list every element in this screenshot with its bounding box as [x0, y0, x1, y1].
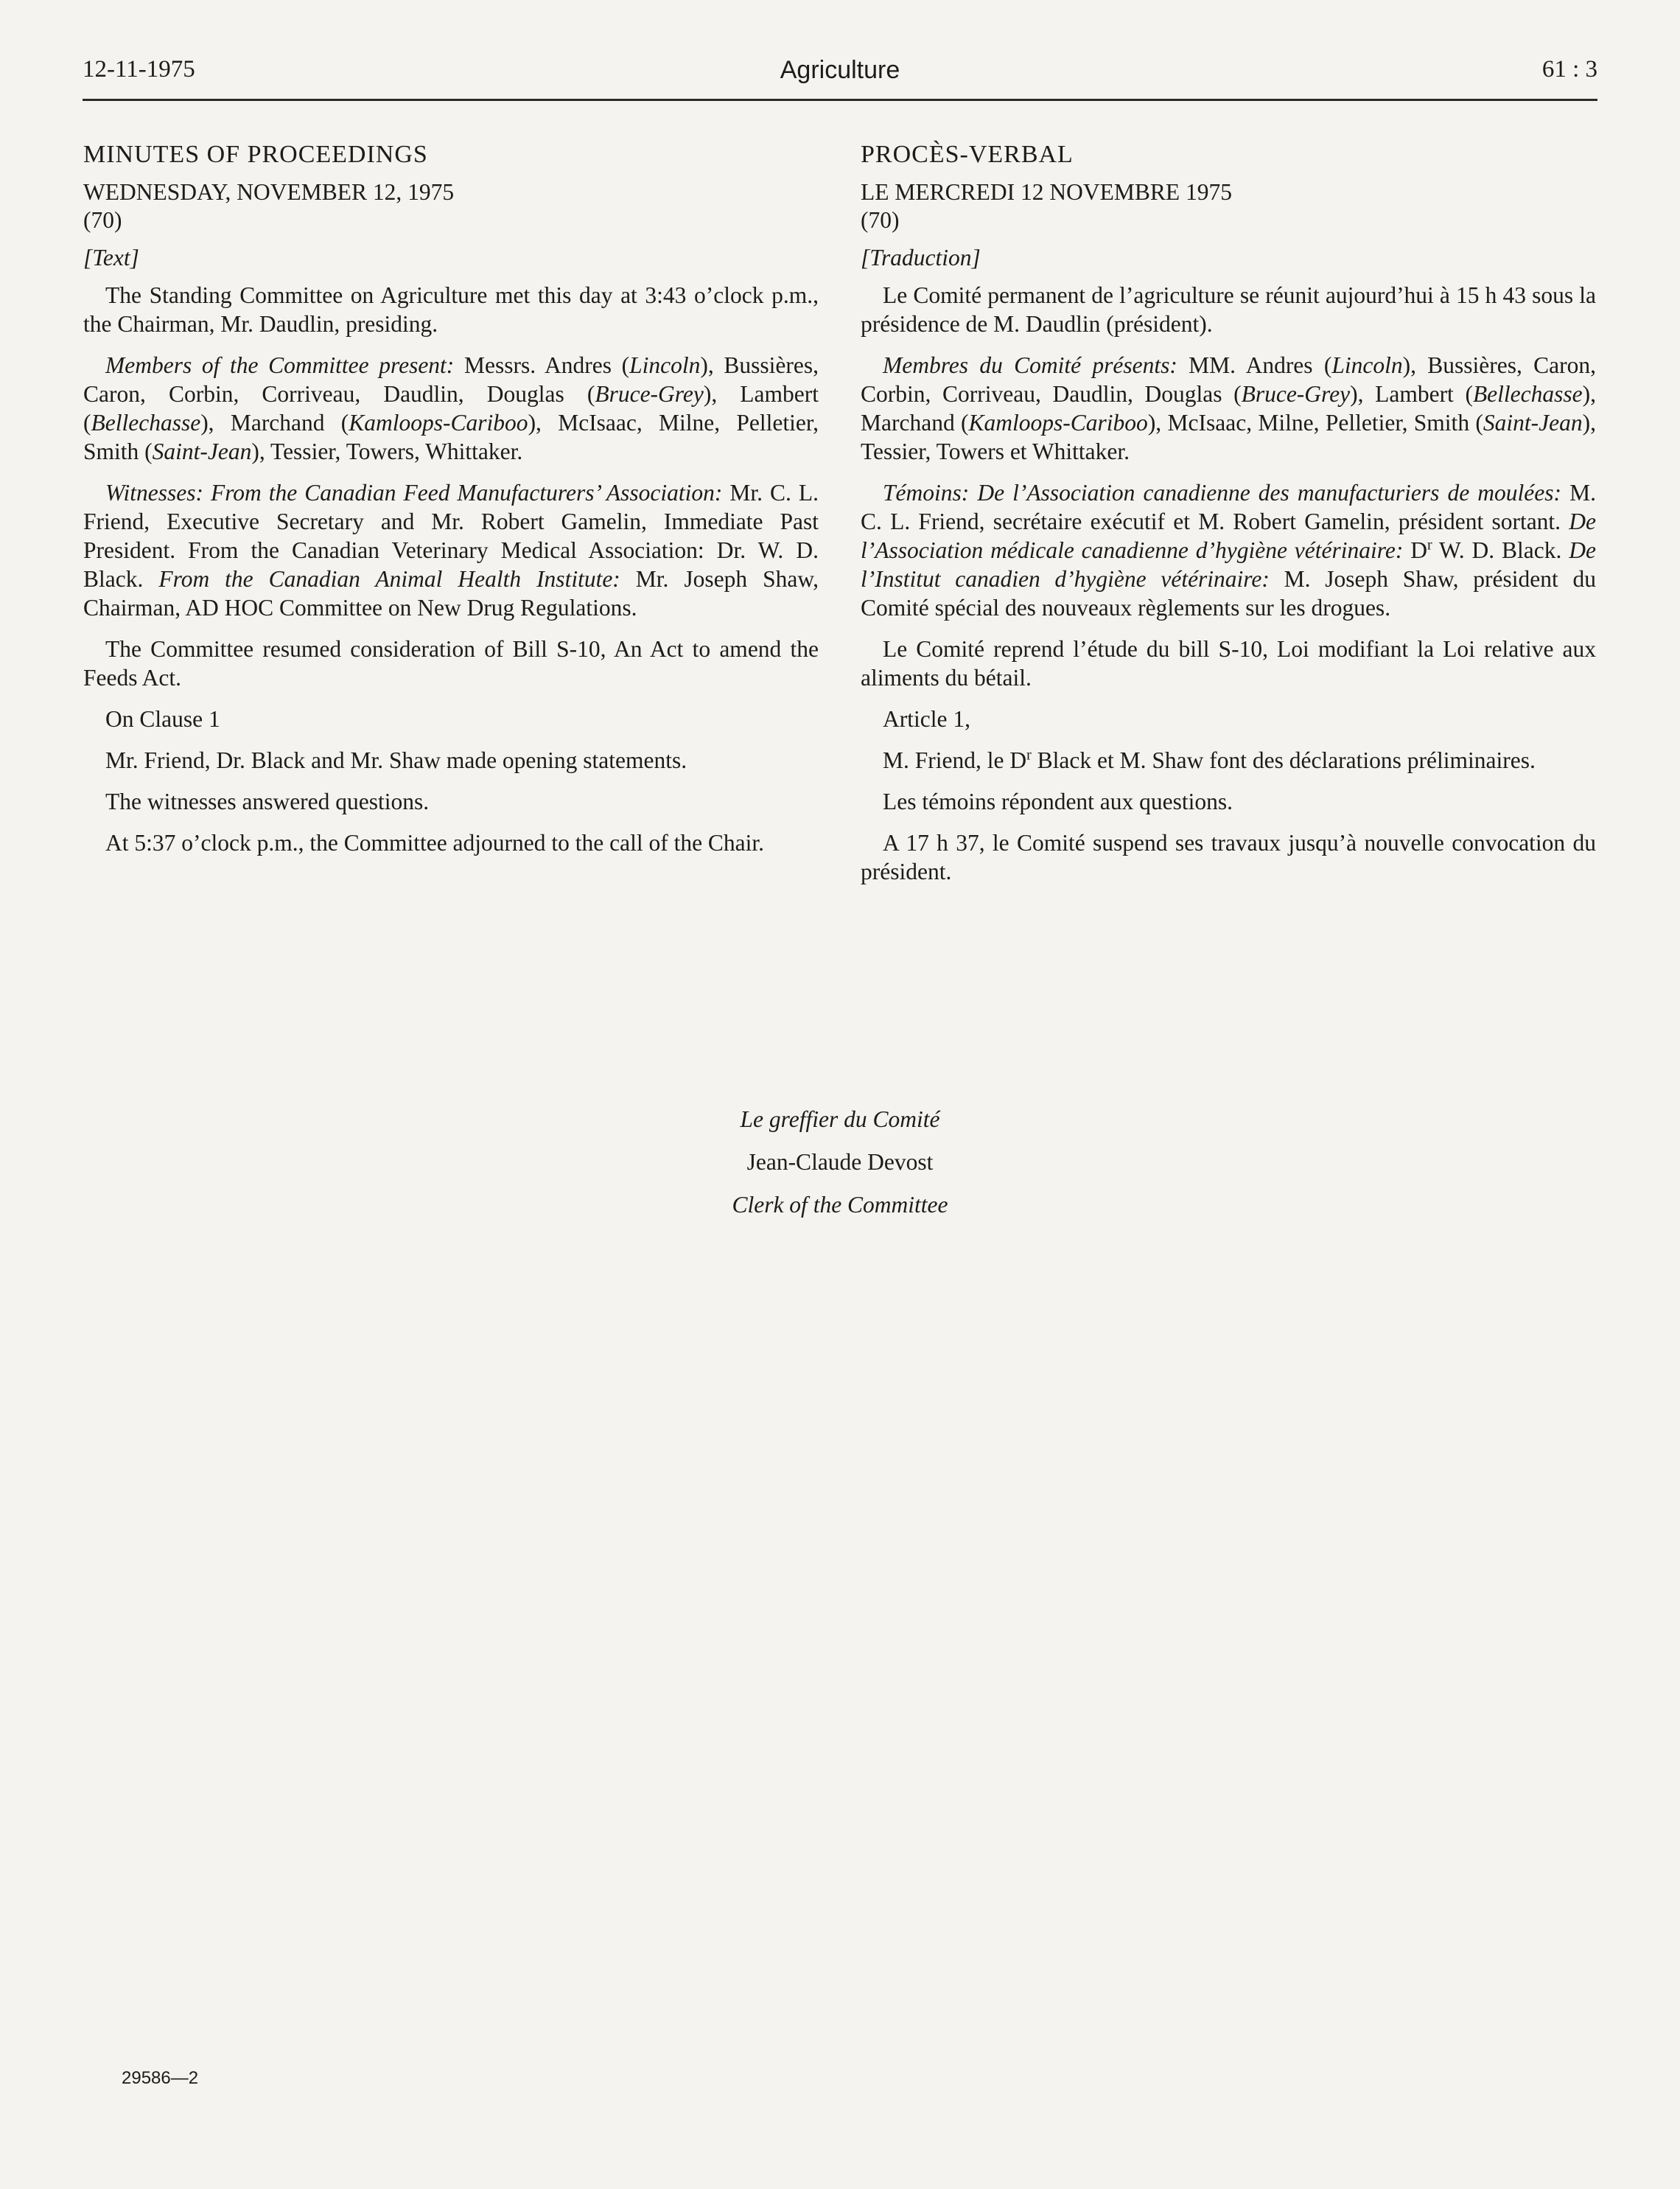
english-resumed-paragraph: The Committee resumed consideration of Bill S-10, An Act to amend the Feeds Act.	[83, 636, 819, 691]
french-column	[861, 140, 1596, 898]
members-text: ), Bussières, Caron, Corbin, Corriveau, Daudlin, Douglas (	[861, 352, 1596, 407]
statements-text: Black et M. Shaw font des déclarations préliminaires.	[1031, 747, 1536, 773]
witness-text: W. D. Black.	[1432, 537, 1569, 563]
superscript: r	[1427, 537, 1432, 554]
riding-name: Bruce-Grey	[595, 381, 704, 407]
french-language-tag: [Traduction]	[861, 245, 981, 270]
page-header	[83, 52, 1597, 101]
members-text: ), McIsaac, Milne, Pelletier, Smith (	[1147, 410, 1483, 436]
members-text: ), Lambert (	[83, 381, 819, 436]
members-label: Membres du Comité présents:	[883, 352, 1177, 378]
french-date: LE MERCREDI 12 NOVEMBRE 1975	[861, 179, 1232, 205]
witness-text: Mr. Joseph Shaw, Chairman, AD HOC Committee on New Drug Regulations.	[83, 566, 819, 621]
riding-name: Kamloops-Cariboo	[349, 410, 528, 436]
clerk-signature-block	[589, 1098, 1091, 1226]
english-members-paragraph	[83, 351, 819, 466]
english-heading: MINUTES OF PROCEEDINGS	[83, 141, 428, 168]
members-text: ), Tessier, Towers, Whittaker.	[251, 439, 523, 464]
members-text: ), Bussières, Caron, Corbin, Corriveau, Daudlin, Douglas (	[83, 352, 819, 407]
witness-text: Mr. C. L. Friend, Executive Secretary and Mr. Robert Gamelin, Immediate Past President. From the Canadian Veterinary Medical Association: Dr. W. D. Black.	[83, 480, 819, 592]
members-text: Messrs. Andres (	[454, 352, 630, 378]
english-meeting-number: (70)	[83, 207, 122, 233]
english-statements-paragraph: Mr. Friend, Dr. Black and Mr. Shaw made opening statements.	[105, 747, 687, 773]
members-text: ), Lambert (	[1350, 381, 1473, 407]
english-clause-paragraph: On Clause 1	[105, 706, 220, 732]
witness-text: M. Joseph Shaw, président du Comité spécial des nouveaux règlements sur les drogues.	[861, 566, 1596, 621]
french-members-paragraph	[861, 351, 1596, 466]
english-date: WEDNESDAY, NOVEMBER 12, 1975	[83, 179, 455, 205]
french-answered-paragraph: Les témoins répondent aux questions.	[883, 789, 1233, 814]
superscript: r	[1026, 747, 1032, 764]
witness-label: From the Canadian Animal Health Institute:	[158, 566, 620, 592]
english-answered-paragraph: The witnesses answered questions.	[105, 789, 430, 814]
clerk-title-french: Le greffier du Comité	[740, 1106, 940, 1132]
english-column	[83, 140, 819, 870]
riding-name: Bruce-Grey	[1241, 381, 1351, 407]
witness-text: M. C. L. Friend, secrétaire exécutif et M. Robert Gamelin, président sortant.	[861, 480, 1596, 534]
witness-text: D	[1403, 537, 1427, 563]
members-text: ), Tessier, Towers et Whittaker.	[861, 410, 1596, 464]
print-code: 29586—2	[122, 2068, 199, 2088]
english-adjourned-paragraph: At 5:37 o’clock p.m., the Committee adjourned to the call of the Chair.	[105, 830, 765, 856]
members-text: ), Marchand (	[200, 410, 349, 436]
header-page-number: 61 : 3	[1541, 56, 1597, 83]
members-text: ), McIsaac, Milne, Pelletier, Smith (	[83, 410, 819, 464]
riding-name: Lincoln	[1331, 352, 1403, 378]
french-resumed-paragraph: Le Comité reprend l’étude du bill S-10, Loi modifiant la Loi relative aux aliments du bétail.	[861, 636, 1596, 691]
statements-text: M. Friend, le D	[883, 747, 1027, 773]
header-title: Agriculture	[780, 56, 900, 84]
header-date: 12-11-1975	[83, 56, 195, 83]
french-meeting-number: (70)	[861, 207, 900, 233]
riding-name: Bellechasse	[91, 410, 201, 436]
witness-label: De l’Association médicale canadienne d’hygiène vétérinaire:	[861, 509, 1596, 563]
riding-name: Lincoln	[629, 352, 701, 378]
french-opening-paragraph: Le Comité permanent de l’agriculture se réunit aujourd’hui à 15 h 43 sous la présidence de M. Daudlin (président).	[861, 282, 1596, 337]
riding-name: Saint-Jean	[152, 439, 252, 464]
witness-label: Witnesses: From the Canadian Feed Manufacturers’ Association:	[105, 480, 723, 506]
english-language-tag: [Text]	[83, 245, 139, 270]
members-text: MM. Andres (	[1177, 352, 1332, 378]
french-witnesses-paragraph	[861, 478, 1596, 622]
witness-label: Témoins: De l’Association canadienne des manufacturiers de moulées:	[883, 480, 1562, 506]
french-statements-paragraph	[861, 746, 1596, 775]
members-text: ), Marchand (	[861, 381, 1596, 436]
witness-label: De l’Institut canadien d’hygiène vétérinaire:	[861, 537, 1596, 592]
french-clause-paragraph: Article 1,	[883, 706, 970, 732]
members-label: Members of the Committee present:	[105, 352, 455, 378]
english-opening-paragraph: The Standing Committee on Agriculture met this day at 3:43 o’clock p.m., the Chairman, Mr. Daudlin, presiding.	[83, 282, 819, 337]
french-heading: PROCÈS-VERBAL	[861, 141, 1074, 168]
english-witnesses-paragraph	[83, 478, 819, 622]
french-adjourned-paragraph: A 17 h 37, le Comité suspend ses travaux jusqu’à nouvelle convocation du président.	[861, 830, 1596, 884]
clerk-title-english: Clerk of the Committee	[732, 1192, 948, 1218]
riding-name: Kamloops-Cariboo	[968, 410, 1148, 436]
riding-name: Saint-Jean	[1483, 410, 1583, 436]
riding-name: Bellechasse	[1472, 381, 1583, 407]
clerk-name: Jean-Claude Devost	[746, 1149, 934, 1175]
